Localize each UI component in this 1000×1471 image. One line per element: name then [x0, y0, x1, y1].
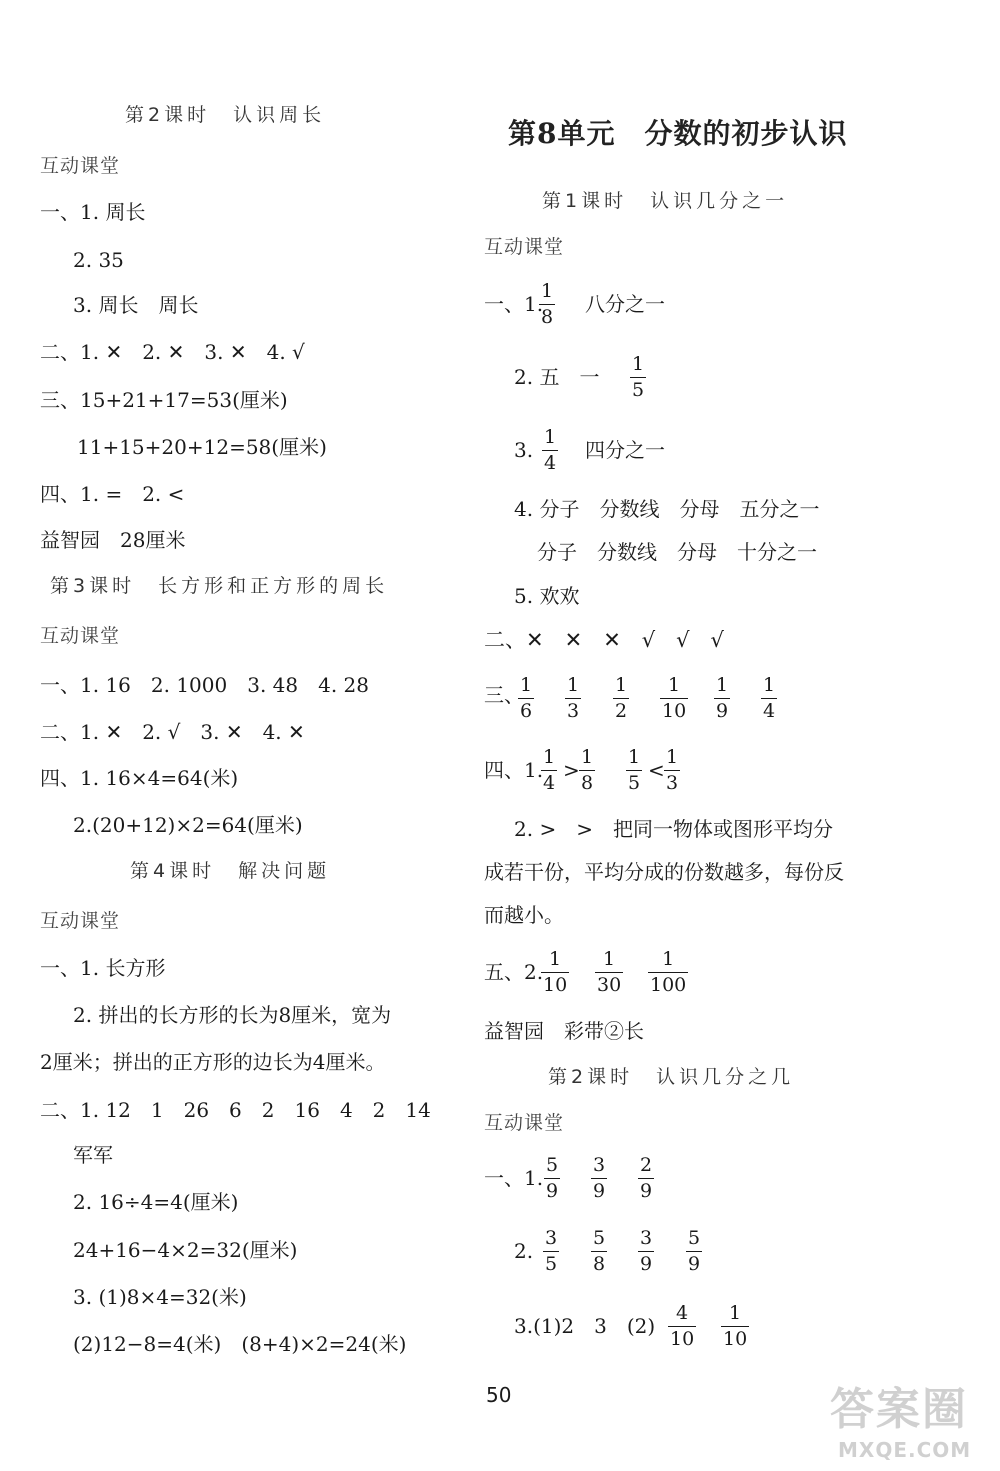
denominator: 9	[546, 1180, 559, 1202]
fraction	[613, 676, 629, 721]
fraction	[595, 950, 623, 995]
section-label: 互动课堂	[484, 236, 565, 258]
answer-label: 一、1.	[484, 292, 544, 316]
numerator: 1	[543, 746, 556, 768]
denominator: 5	[632, 379, 645, 401]
answer-line: 2. 拼出的长方形的长为8厘米，宽为	[73, 1003, 392, 1027]
comparison-sign: <	[648, 758, 665, 782]
numerator: 1	[716, 674, 729, 696]
numerator: 1	[544, 426, 557, 448]
answer-line: 四、1. 16×4=64(米)	[40, 766, 239, 790]
fraction	[565, 676, 581, 721]
answer-line: 4. 分子 分数线 分母 五分之一	[514, 497, 820, 521]
answer-line: 军军	[73, 1143, 113, 1167]
answer-label: 一、1.	[484, 1166, 544, 1190]
numerator: 5	[593, 1227, 606, 1249]
watermark-url: MXQE.COM	[838, 1438, 972, 1462]
lesson-2-title: 第2课时 认识周长	[125, 104, 326, 126]
denominator: 9	[593, 1180, 606, 1202]
numerator: 1	[541, 280, 554, 302]
numerator: 1	[668, 674, 681, 696]
denominator: 10	[723, 1328, 748, 1350]
numerator: 1	[729, 1302, 742, 1324]
answer-line: 二、1. 12 1 26 6 2 16 4 2 14	[40, 1098, 431, 1122]
answer-line: 3. (1)8×4=32(米)	[73, 1285, 247, 1309]
denominator: 4	[543, 772, 556, 794]
answer-line: 而越小。	[484, 903, 564, 927]
fraction	[648, 950, 688, 995]
page-number: 50	[486, 1383, 512, 1407]
answer-label: 五、2.	[484, 960, 544, 984]
denominator: 100	[650, 974, 687, 996]
answer-line: 二、✕ ✕ ✕ √ √ √	[484, 628, 724, 652]
answer-line: 2. > > 把同一物体或图形平均分	[514, 817, 833, 841]
lesson-1-title: 第1课时 认识几分之一	[542, 190, 789, 212]
fraction	[542, 428, 558, 473]
answer-line: 3. 周长 周长	[73, 293, 199, 317]
section-label: 互动课堂	[484, 1112, 565, 1134]
denominator: 9	[640, 1180, 653, 1202]
answer-line: 二、1. ✕ 2. √ 3. ✕ 4. ✕	[40, 720, 305, 744]
numerator: 1	[603, 948, 616, 970]
numerator: 3	[593, 1154, 606, 1176]
answer-label: 四、1.	[484, 758, 544, 782]
numerator: 1	[581, 746, 594, 768]
fraction	[541, 950, 569, 995]
numerator: 1	[662, 948, 675, 970]
numerator: 3	[640, 1227, 653, 1249]
answer-line: 2. 16÷4=4(厘米)	[73, 1190, 239, 1214]
lesson-4-title: 第4课时 解决问题	[130, 860, 331, 882]
answer-line: 2.(20+12)×2=64(厘米)	[73, 813, 303, 837]
denominator: 6	[520, 700, 533, 722]
denominator: 10	[670, 1328, 695, 1350]
answer-line: 分子 分数线 分母 十分之一	[537, 540, 817, 564]
fraction	[543, 1229, 559, 1274]
fraction	[721, 1304, 749, 1349]
numerator: 1	[549, 948, 562, 970]
bonus-answer: 益智园 彩带②长	[484, 1019, 644, 1043]
denominator: 9	[688, 1253, 701, 1275]
watermark-logo: 答案圈	[830, 1384, 968, 1435]
numerator: 4	[676, 1302, 689, 1324]
denominator: 4	[544, 452, 557, 474]
fraction	[630, 355, 646, 400]
answer-line: (2)12−8=4(米) (8+4)×2=24(米)	[73, 1332, 407, 1356]
denominator: 10	[543, 974, 568, 996]
denominator: 8	[593, 1253, 606, 1275]
numerator: 1	[666, 746, 679, 768]
answer-line: 一、1. 周长	[40, 200, 146, 224]
fraction	[626, 748, 642, 793]
fraction	[686, 1229, 702, 1274]
denominator: 30	[597, 974, 622, 996]
answer-label: 三、	[484, 683, 524, 707]
numerator: 1	[520, 674, 533, 696]
fraction	[579, 748, 595, 793]
numerator: 5	[546, 1154, 559, 1176]
denominator: 2	[615, 700, 628, 722]
fraction	[591, 1156, 607, 1201]
fraction	[668, 1304, 696, 1349]
numerator: 1	[615, 674, 628, 696]
answer-line: 5. 欢欢	[514, 584, 580, 608]
unit-title: 第8单元 分数的初步认识	[508, 117, 848, 150]
answer-text: 四分之一	[585, 438, 665, 462]
fraction	[638, 1156, 654, 1201]
answer-label: 2.	[514, 1239, 534, 1263]
section-label: 互动课堂	[40, 910, 121, 932]
answer-line: 一、1. 16 2. 1000 3. 48 4. 28	[40, 673, 370, 697]
fraction	[591, 1229, 607, 1274]
numerator: 5	[688, 1227, 701, 1249]
answer-line: 一、1. 长方形	[40, 956, 166, 980]
denominator: 9	[640, 1253, 653, 1275]
numerator: 1	[632, 353, 645, 375]
fraction	[761, 676, 777, 721]
fraction	[714, 676, 730, 721]
fraction	[660, 676, 688, 721]
denominator: 3	[666, 772, 679, 794]
numerator: 1	[628, 746, 641, 768]
answer-line: 四、1. = 2. <	[40, 482, 185, 506]
lesson-2b-title: 第2课时 认识几分之几	[548, 1066, 795, 1088]
denominator: 9	[716, 700, 729, 722]
answer-label: 2. 五 一	[514, 365, 600, 389]
fraction	[541, 748, 557, 793]
denominator: 8	[581, 772, 594, 794]
comparison-sign: >	[563, 758, 580, 782]
fraction	[518, 676, 534, 721]
fraction	[539, 282, 555, 327]
numerator: 1	[763, 674, 776, 696]
fraction	[664, 748, 680, 793]
fraction	[638, 1229, 654, 1274]
answer-line: 24+16−4×2=32(厘米)	[73, 1238, 298, 1262]
answer-line: 2. 35	[73, 248, 124, 272]
numerator: 1	[567, 674, 580, 696]
bonus-answer: 益智园 28厘米	[40, 528, 186, 552]
answer-line: 三、15+21+17=53(厘米)	[40, 388, 288, 412]
answer-line: 二、1. ✕ 2. ✕ 3. ✕ 4. √	[40, 340, 305, 364]
answer-text: 八分之一	[585, 292, 665, 316]
denominator: 5	[545, 1253, 558, 1275]
answer-label: 3.	[514, 438, 534, 462]
denominator: 3	[567, 700, 580, 722]
numerator: 3	[545, 1227, 558, 1249]
denominator: 10	[662, 700, 687, 722]
answer-label: 3.(1)2 3 (2)	[514, 1314, 656, 1338]
answer-line: 2厘米；拼出的正方形的边长为4厘米。	[40, 1050, 386, 1074]
answer-line: 11+15+20+12=58(厘米)	[77, 435, 327, 459]
section-label: 互动课堂	[40, 155, 121, 177]
denominator: 8	[541, 306, 554, 328]
numerator: 2	[640, 1154, 653, 1176]
denominator: 4	[763, 700, 776, 722]
fraction	[544, 1156, 560, 1201]
section-label: 互动课堂	[40, 625, 121, 647]
denominator: 5	[628, 772, 641, 794]
lesson-3-title: 第3课时 长方形和正方形的周长	[50, 575, 389, 597]
answer-line: 成若干份，平均分成的份数越多，每份反	[484, 860, 844, 884]
